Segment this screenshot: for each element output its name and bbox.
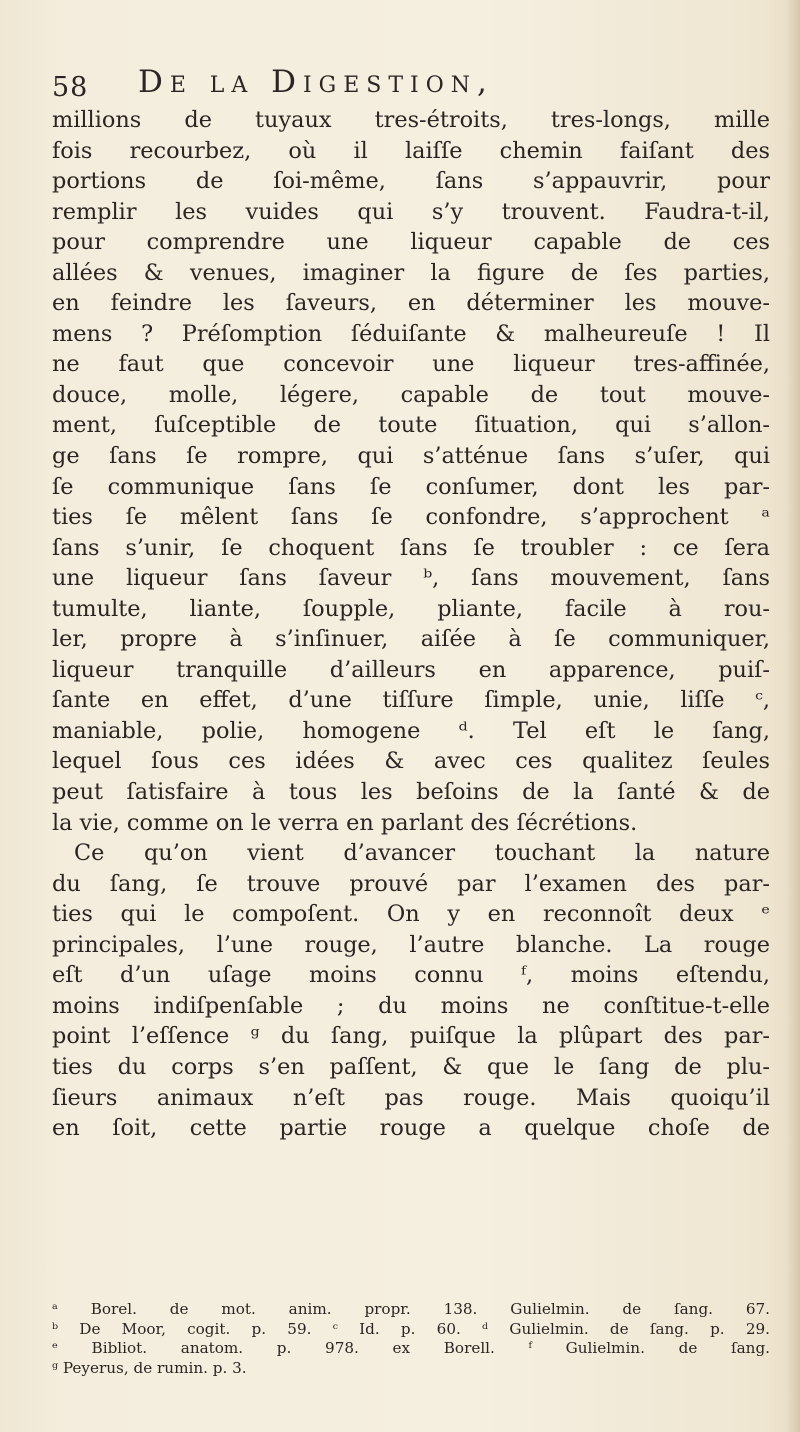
text-line: millions de tuyaux tres-étroits, tres-longs, mille	[52, 107, 770, 133]
text-line: mens ? Préſomption ſéduiſante & malheureuſe ! Il	[52, 320, 770, 347]
text-line: lequel ſous ces idées & avec ces qualitez ſeules	[52, 748, 770, 775]
footnote-line: ᵉ Bibliot. anatom. p. 978. ex Borell. ᶠ Gulielmin. de ſang.	[52, 1339, 770, 1358]
text-line: principales, l’une rouge, l’autre blanche. La rouge	[52, 931, 770, 958]
text-line: eſt d’un uſage moins connu ᶠ, moins eſtendu,	[52, 962, 770, 989]
text-line: Ce qu’on vient d’avancer touchant la nature	[74, 840, 770, 867]
footnote-line: ᵃ Borel. de mot. anim. propr. 138. Gulielmin. de ſang. 67.	[52, 1300, 770, 1318]
text-line: portions de ſoi-même, ſans s’appauvrir, pour	[52, 168, 770, 195]
text-line: fois recourbez, où il laiſſe chemin faiſant des	[52, 137, 770, 164]
text-line: maniable, polie, homogene ᵈ. Tel eſt le ſang,	[52, 717, 770, 744]
text-line: en feindre les ſaveurs, en déterminer les mouve-	[52, 290, 770, 317]
text-line: ſante en effet, d’une tiſſure ſimple, unie, liſſe ᶜ,	[52, 687, 770, 714]
text-line: ties qui le compoſent. On y en reconnoît deux ᵉ	[52, 901, 770, 928]
page-number: 58	[52, 72, 89, 103]
text-line: ler, propre à s’inſinuer, aiſée à ſe communiquer,	[52, 626, 770, 653]
footnote-line: ᵇ De Moor, cogit. p. 59. ᶜ Id. p. 60. ᵈ Gulielmin. de ſang. p. 29.	[52, 1319, 770, 1338]
text-line: ſieurs animaux n’eſt pas rouge. Mais quoiqu’il	[52, 1084, 770, 1111]
footnotes	[52, 1300, 770, 1378]
text-line: une liqueur ſans ſaveur ᵇ, ſans mouvement, ſans	[52, 565, 770, 592]
body-text	[52, 105, 770, 1144]
text-line: du ſang, ſe trouve prouvé par l’examen des par-	[52, 870, 770, 897]
text-line: remplir les vuides qui s’y trouvent. Faudra-t-il,	[52, 198, 770, 225]
footnote-line: ᵍ Peyerus, de rumin. p. 3.	[52, 1358, 247, 1377]
text-line: ſe communique ſans ſe conſumer, dont les par-	[52, 473, 770, 500]
text-line: moins indiſpenſable ; du moins ne conſtitue-t-elle	[52, 992, 770, 1019]
text-line: en ſoit, cette partie rouge a quelque choſe de	[52, 1115, 770, 1142]
text-line: la vie, comme on le verra en parlant des ſécrétions.	[52, 809, 638, 836]
text-line: tumulte, liante, ſoupple, pliante, facile à rou-	[52, 595, 770, 622]
running-head: De la Digestion,	[138, 64, 494, 100]
text-line: ment, ſuſceptible de toute ſituation, qui s’allon-	[52, 412, 770, 439]
text-line: liqueur tranquille d’ailleurs en apparence, puiſ-	[52, 656, 770, 683]
text-line: allées & venues, imaginer la figure de ſes parties,	[52, 259, 770, 286]
text-line: ne faut que concevoir une liqueur tres-affinée,	[52, 351, 770, 378]
text-line: ties ſe mêlent ſans ſe confondre, s’approchent ᵃ	[52, 504, 770, 531]
text-line: ties du corps s’en paſſent, & que le ſang de plu-	[52, 1053, 770, 1080]
text-line: douce, molle, légere, capable de tout mouve-	[52, 381, 770, 408]
page-edge-shadow	[786, 0, 800, 1432]
text-line: pour comprendre une liqueur capable de ces	[52, 229, 770, 256]
text-line: ſans s’unir, ſe choquent ſans ſe troubler : ce ſera	[52, 534, 770, 561]
text-line: point l’eſſence ᵍ du ſang, puiſque la plûpart des par-	[52, 1023, 770, 1050]
text-line: peut ſatisfaire à tous les beſoins de la ſanté & de	[52, 779, 770, 806]
text-line: ge ſans ſe rompre, qui s’atténue ſans s’uſer, qui	[52, 443, 770, 470]
